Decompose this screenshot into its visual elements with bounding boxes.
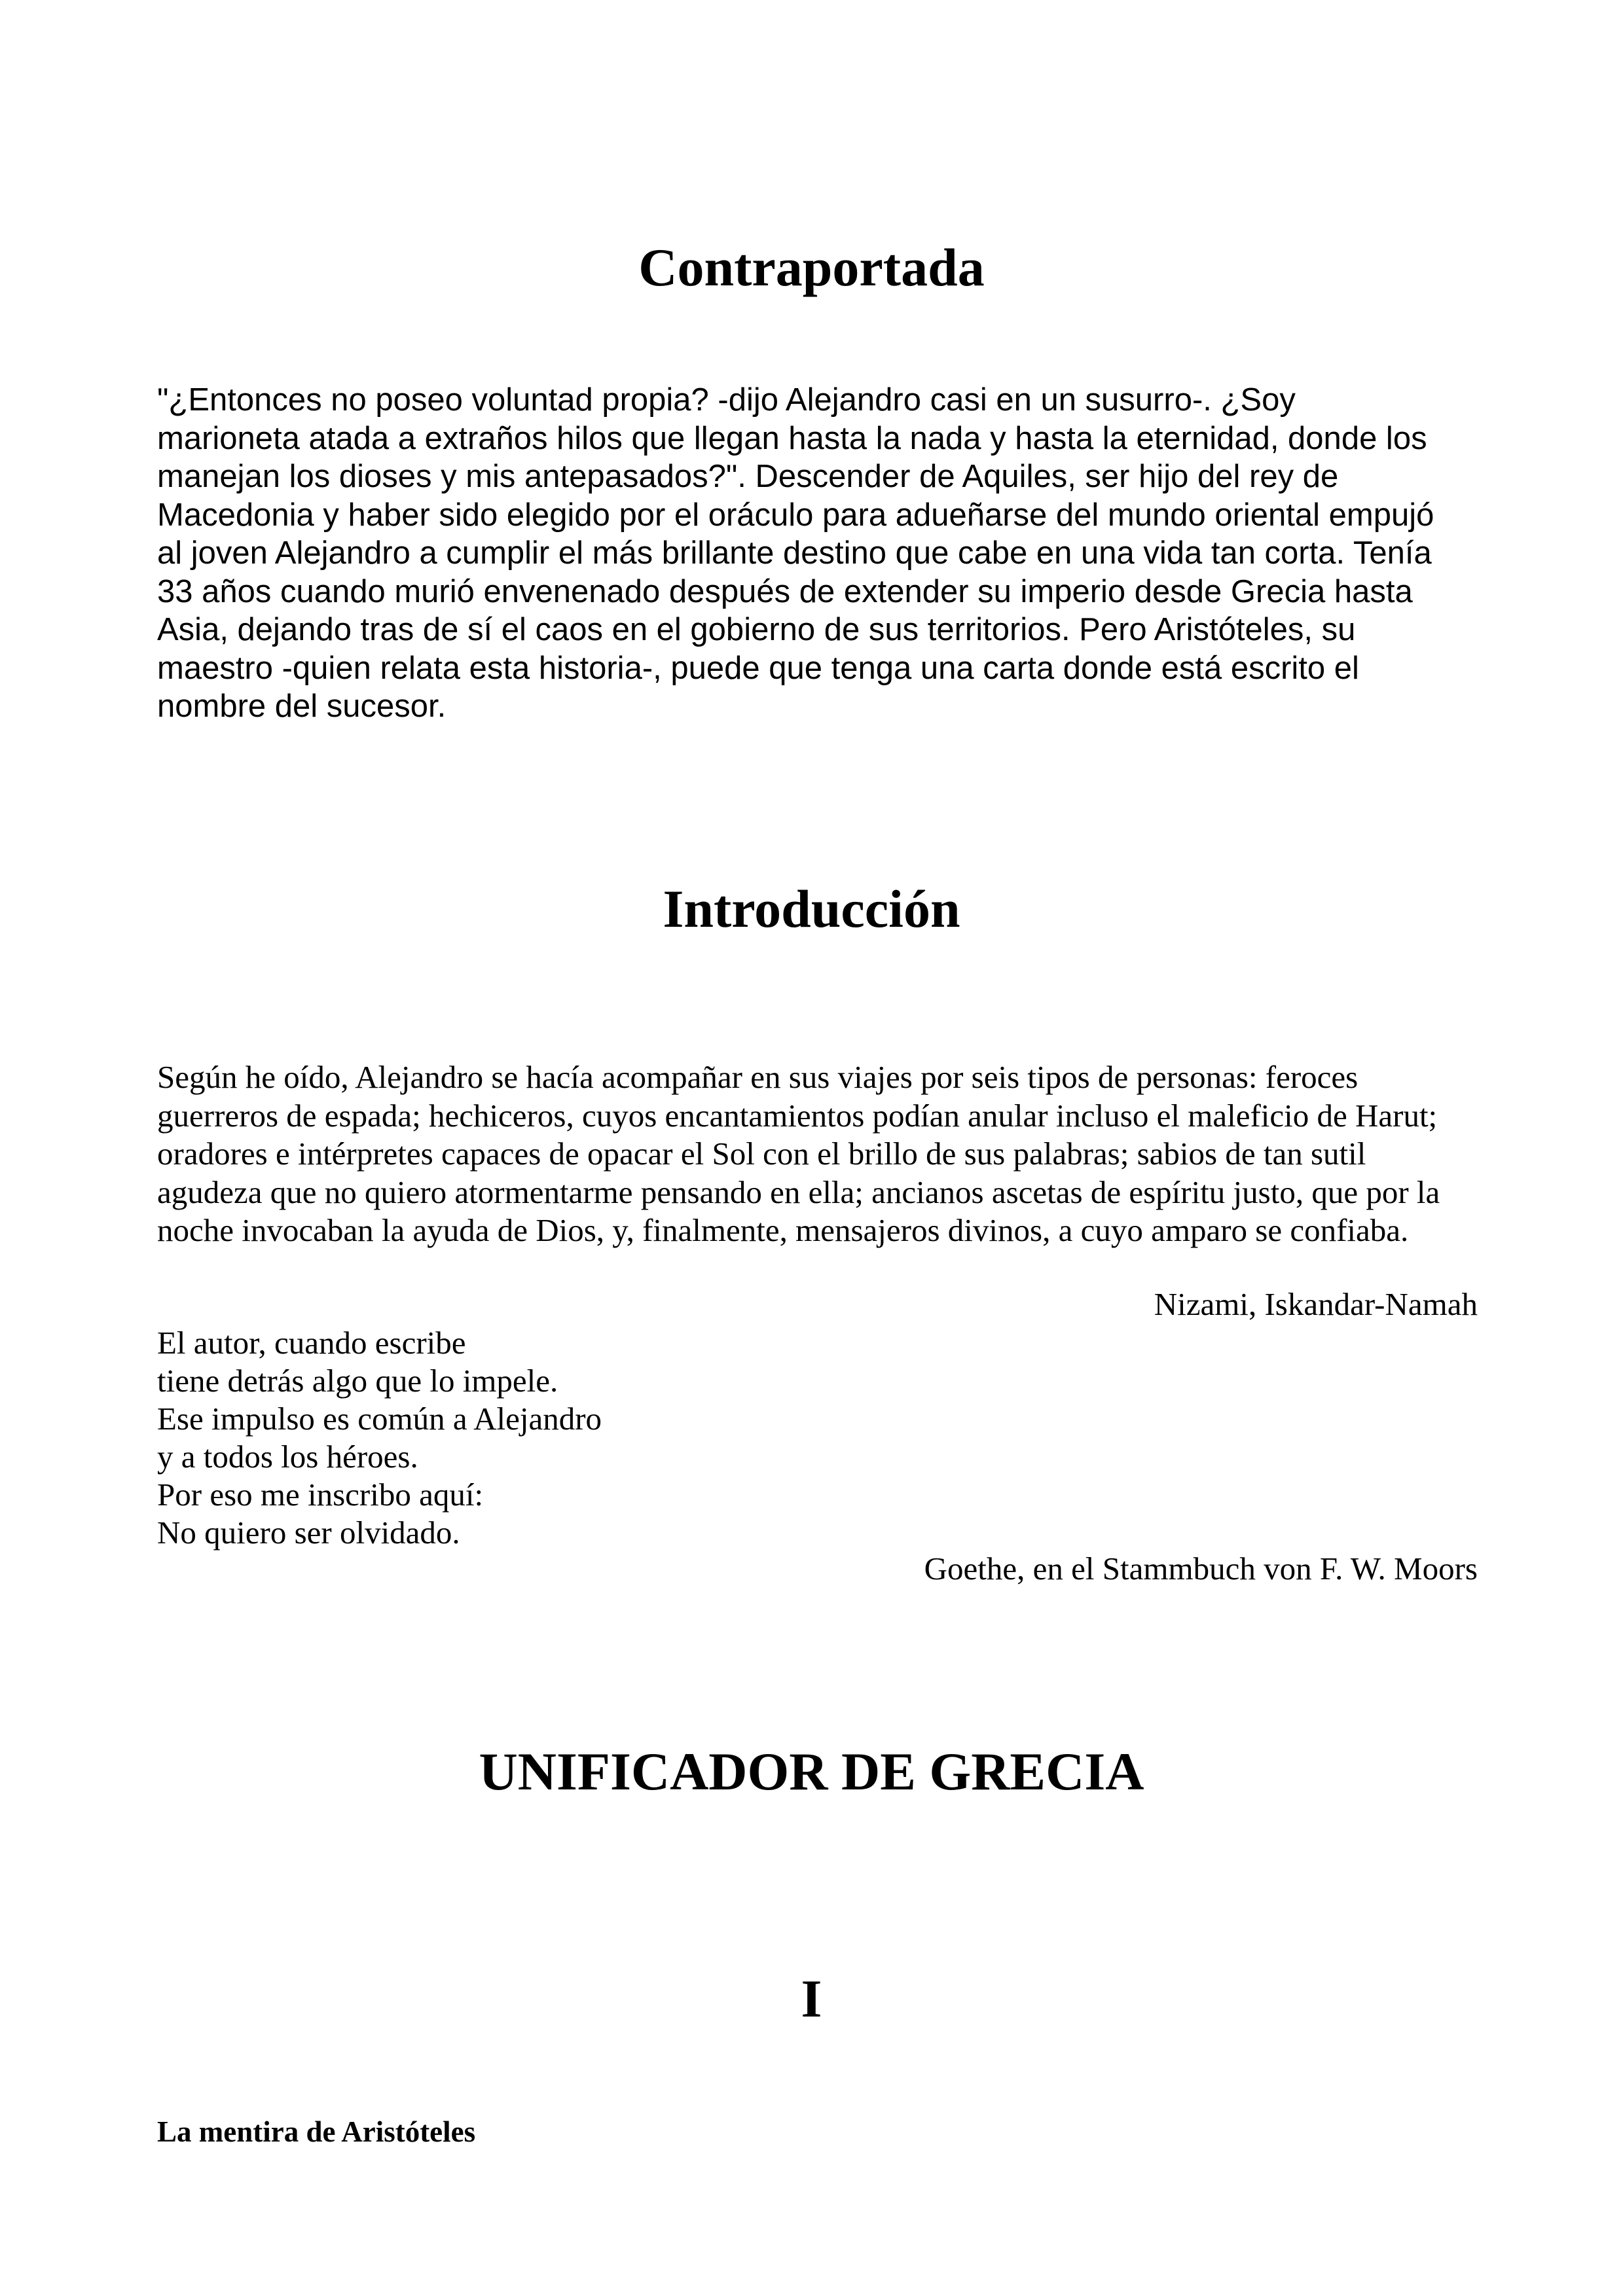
chapter-number: I [801, 1969, 822, 2028]
paragraph-line: manejan los dioses y mis antepasados?". Descender de Aquiles, ser hijo del rey de [157, 459, 1339, 494]
poem-line: tiene detrás algo que lo impele. [157, 1363, 558, 1399]
paragraph-line: 33 años cuando murió envenenado después de extender su imperio desde Grecia hasta [157, 573, 1413, 609]
paragraph-line: Asia, dejando tras de sí el caos en el gobierno de sus territorios. Pero Aristóteles, su [157, 612, 1356, 647]
poem-line: Ese impulso es común a Alejandro [157, 1401, 602, 1437]
poem-line: y a todos los héroes. [157, 1439, 418, 1475]
poem-attribution-goethe: Goethe, en el Stammbuch von F. W. Moors [924, 1551, 1478, 1587]
poem-line: No quiero ser olvidado. [157, 1515, 460, 1551]
paragraph-line: maestro -quien relata esta historia-, puede que tenga una carta donde está escrito el [157, 650, 1359, 686]
poem-line: El autor, cuando escribe [157, 1325, 466, 1361]
paragraph-line: al joven Alejandro a cumplir el más brillante destino que cabe en una vida tan corta. Tenía [157, 535, 1432, 571]
poem-line: Por eso me inscribo aquí: [157, 1477, 484, 1513]
epigraph-line: oradores e intérpretes capaces de opacar el Sol con el brillo de sus palabras; sabios de tan sutil [157, 1136, 1366, 1172]
introduccion-heading: Introducción [663, 879, 960, 939]
epigraph-attribution-nizami: Nizami, Iskandar-Namah [1154, 1286, 1478, 1322]
contraportada-paragraph [157, 381, 1480, 726]
paragraph-line: Macedonia y haber sido elegido por el oráculo para adueñarse del mundo oriental empujó [157, 497, 1434, 533]
goethe-poem [157, 1324, 602, 1552]
paragraph-line: "¿Entonces no poseo voluntad propia? -dijo Alejandro casi en un susurro-. ¿Soy [157, 382, 1296, 418]
paragraph-line: marioneta atada a extraños hilos que llegan hasta la nada y hasta la eternidad, donde los [157, 420, 1427, 456]
epigraph-line: agudeza que no quiero atormentarme pensando en ella; ancianos ascetas de espíritu justo, que por la [157, 1174, 1440, 1210]
introduccion-epigraph [157, 1058, 1480, 1250]
part-title: UNIFICADOR DE GRECIA [479, 1742, 1144, 1801]
epigraph-line: Según he oído, Alejandro se hacía acompañar en sus viajes por seis tipos de personas: feroces [157, 1059, 1359, 1095]
epigraph-line: guerreros de espada; hechiceros, cuyos encantamientos podían anular incluso el maleficio de Harut; [157, 1097, 1438, 1134]
paragraph-line: nombre del sucesor. [157, 689, 447, 724]
contraportada-heading: Contraportada [638, 238, 985, 297]
chapter-title: La mentira de Aristóteles [157, 2115, 476, 2148]
epigraph-line: noche invocaban la ayuda de Dios, y, finalmente, mensajeros divinos, a cuyo amparo se confiaba. [157, 1212, 1409, 1248]
